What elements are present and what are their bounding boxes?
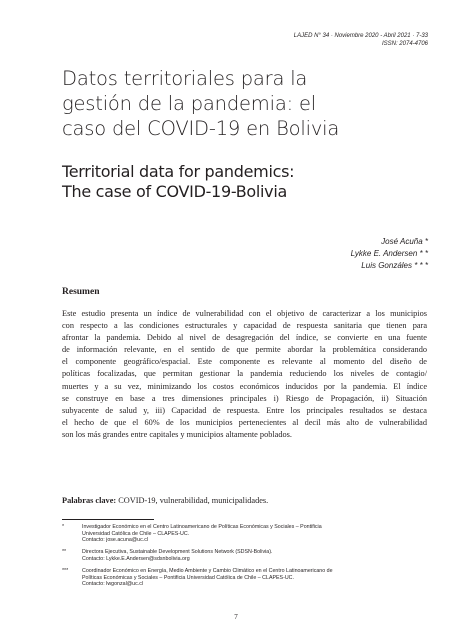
footnote-mark: *: [62, 524, 65, 530]
page-number: 7: [234, 613, 238, 621]
abstract-line: subyacente de salud y, iii) Capacidad de respuesta. Entre los principales resultados se destaca: [62, 405, 427, 415]
footnote-contact: Contacto: jose.acuna@uc.cl: [82, 537, 149, 544]
footnote-line: Políticas Económicas y Sociales – Pontificia Universidad Católica de Chile – CLAPES-UC.: [82, 574, 294, 581]
footnote-mark: **: [62, 549, 67, 555]
abstract-line: se construye en base a tres dimensiones principales i) Riesgo de Propagación, ii) Situación: [62, 393, 427, 403]
abstract-heading: Resumen: [62, 287, 100, 297]
abstract-line: políticas focalizadas, que permitan gestionar la pandemia reduciendo los niveles de contagio/: [62, 369, 427, 379]
footnote-line: Directora Ejecutiva, Sustainable Development Solutions Network (SDSN-Bolivia).: [82, 549, 273, 555]
footnote: [62, 524, 432, 544]
abstract-body: [62, 308, 427, 441]
author-name: Luis Gonzáles * * *: [361, 261, 428, 270]
author-name: José Acuña *: [381, 237, 428, 246]
article-title-english: [62, 162, 422, 202]
footnote-line: Coordinador Económico en Energía, Medio Ambiente y Cambio Climático en el Centro Latinoamericano de: [82, 568, 333, 574]
title-line: The case of COVID-19-Bolivia: [62, 182, 287, 201]
footnote-mark: ***: [62, 568, 69, 574]
abstract-line: afrontar la pandemia. Debido al nivel de desagregación del índice, se convierte en una fuente: [62, 333, 427, 343]
keywords: [62, 496, 427, 505]
footnote: [62, 568, 432, 588]
title-line: Datos territoriales para la: [62, 67, 308, 90]
title-line: gestión de la pandemia: el: [62, 92, 316, 115]
abstract-line: son los más grandes entre capitales y municipios altamente poblados.: [62, 429, 292, 439]
author-name: Lykke E. Andersen * *: [350, 249, 428, 258]
footnote-line: Investigador Económico en el Centro Latinoamericano de Políticas Económicas y Sociales – Pontificia: [82, 524, 322, 530]
footnote: [62, 549, 432, 562]
abstract-line: Este estudio presenta un índice de vulnerabilidad con el objetivo de caracterizar a los municipios: [62, 309, 427, 318]
abstract-line: muertes y a su vez, minimizando los costos económicos inducidos por la pandemia. El índice: [62, 381, 427, 391]
abstract-line: con respecto a las condiciones estructurales y capacidad de respuesta sanitaria que tienen para: [62, 321, 427, 331]
article-title-spanish: [62, 66, 422, 141]
keywords-label: Palabras clave:: [62, 496, 117, 505]
abstract-line: de información relevante, en el sentido de que permite abordar la problemática considerando: [62, 345, 427, 355]
footnote-divider: [62, 519, 154, 520]
issn-label: ISSN: 2074-4706: [381, 41, 428, 47]
footnote-contact: Contacto: Lykke.E.Andersen@sdsnbolivia.org: [82, 555, 190, 562]
footnote-line: Universidad Católica de Chile – CLAPES-UC.: [82, 530, 190, 537]
abstract-line: el hecho de que el 60% de los municipios pertenecientes al decil más alto de vulnerabilidad: [62, 417, 427, 427]
footnote-contact: Contacto: lwgonzal@uc.cl: [82, 581, 144, 588]
running-header: LAJED N° 34 · Noviembre 2020 - Abril 2021 · 7-33: [293, 33, 428, 39]
title-line: Territorial data for pandemics:: [62, 162, 295, 181]
keywords-value: COVID-19, vulnerabilidad, municipalidades.: [116, 496, 269, 505]
abstract-line: el componente geográfico/espacial. Este componente es relevante al momento del diseño de: [62, 357, 427, 367]
title-line: caso del COVID-19 en Bolivia: [62, 117, 340, 140]
